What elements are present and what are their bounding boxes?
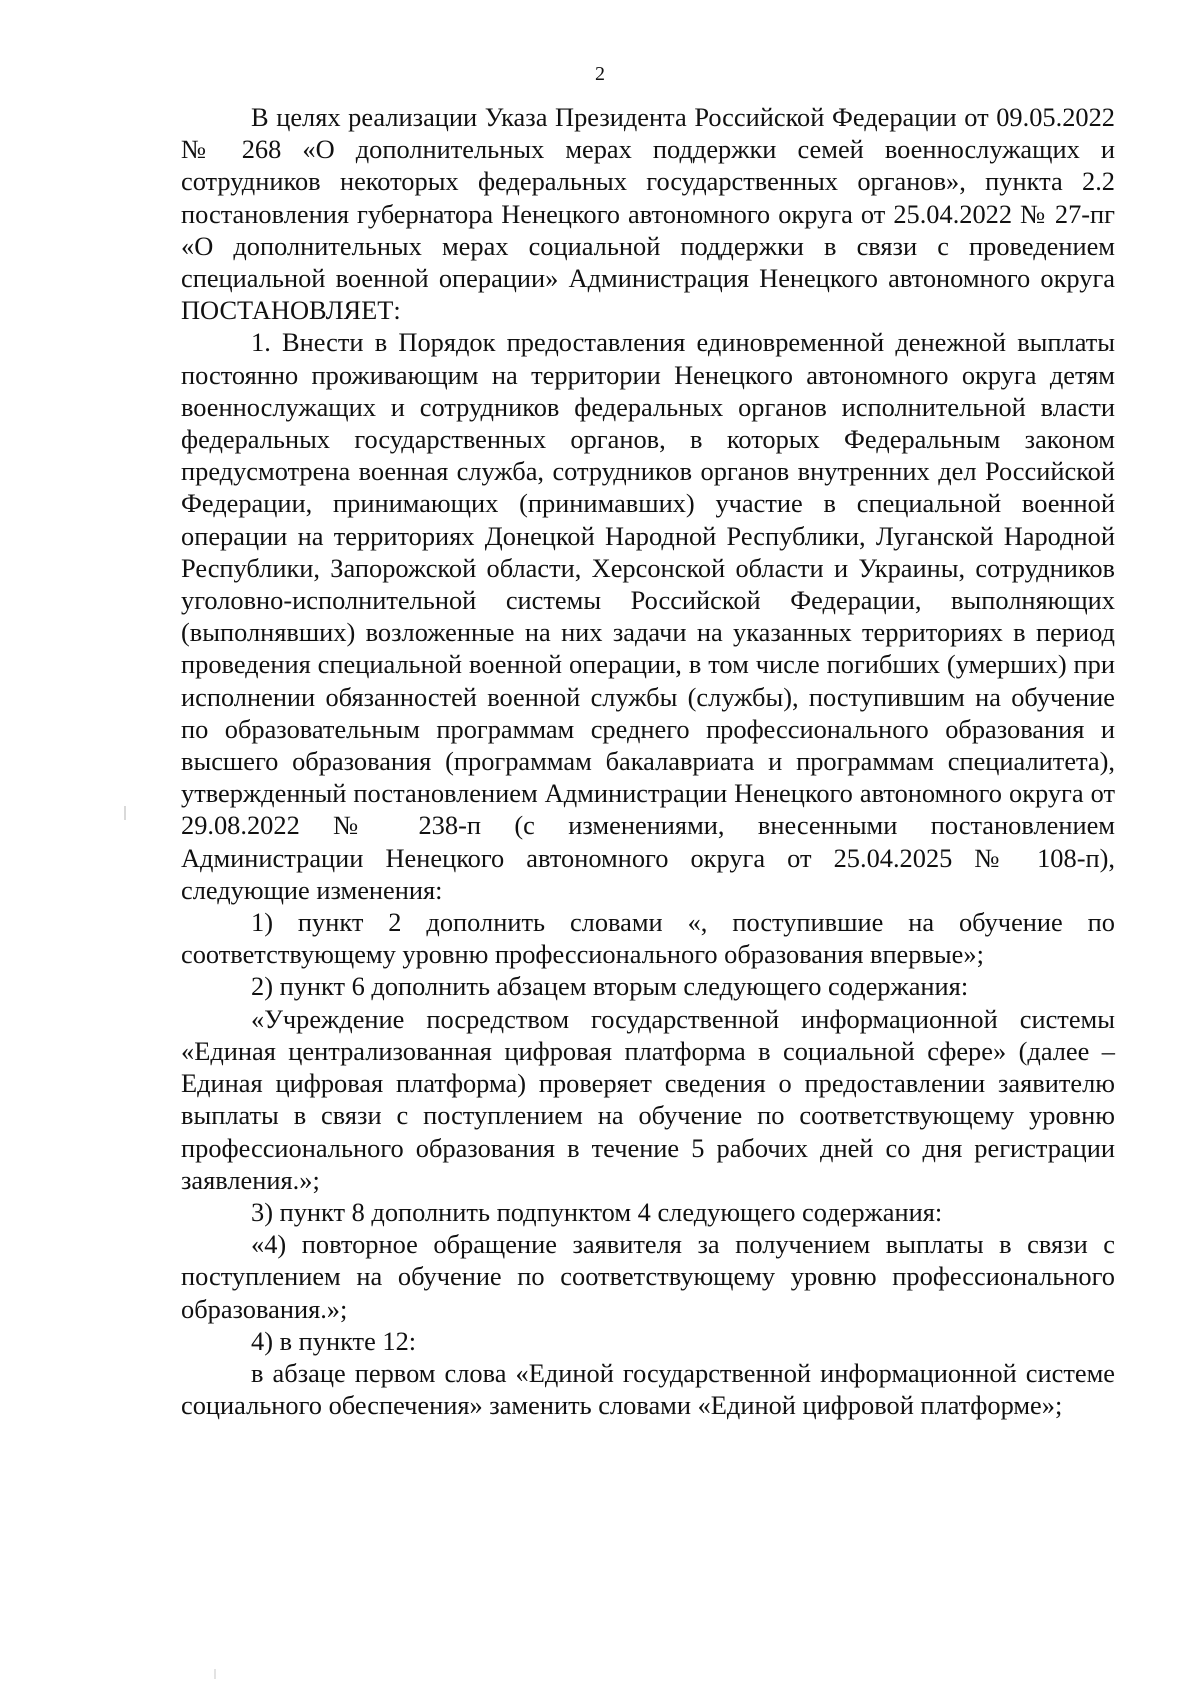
scan-artifact <box>214 1669 216 1679</box>
subclause-2-quote-paragraph: «Учреждение посредством государственной информационной системы «Единая централизованная цифровая платформа в социальной сфере» (далее – Единая цифровая платформа) проверяет сведения о предоставлении заявителю выплаты в связи с поступлением на обучение по соответствующему уровню профессионального образования в течение 5 рабочих дней со дня регистрации заявления.»; <box>181 1003 1115 1195</box>
subclause-2-paragraph: 2) пункт 6 дополнить абзацем вторым следующего содержания: <box>251 971 969 1002</box>
clause-1-paragraph: 1. Внести в Порядок предоставления единовременной денежной выплаты постоянно проживающим на территории Ненецкого автономного округа детям военнослужащих и сотрудников федеральных органов исполнительной власти федеральных государственных органов, в которых Федеральным законом предусмотрена военная служба, сотрудников органов внутренних дел Российской Федерации, принимающих (принимавших) участие в специальной военной операции на территориях Донецкой Народной Республики, Луганской Народной Республики, Запорожской области, Херсонской области и Украины, сотрудников уголовно-исполнительной системы Российской Федерации, выполняющих (выполнявших) возложенные на них задачи на указанных территориях в период проведения специальной военной операции, в том числе погибших (умерших) при исполнении обязанностей военной службы (службы), поступившим на обучение по образовательным программам среднего профессионального образования и высшего образования (программам бакалавриата и программам специалитета), утвержденный постановлением Администрации Ненецкого автономного округа от 29.08.2022 № 238-п (с изменениями, внесенными постановлением Администрации Ненецкого автономного округа от 25.04.2025 № 108-п), следующие изменения: <box>181 327 1115 905</box>
subclause-3-quote-paragraph: «4) повторное обращение заявителя за получением выплаты в связи с поступлением на обучение по соответствующему уровню профессионального образования.»; <box>181 1229 1115 1324</box>
subclause-4-detail-paragraph: в абзаце первом слова «Единой государственной информационной системе социального обеспечения» заменить словами «Единой цифровой платформе»; <box>181 1357 1115 1421</box>
preamble-paragraph: В целях реализации Указа Президента Российской Федерации от 09.05.2022 № 268 «О дополнительных мерах поддержки семей военнослужащих и сотрудников некоторых федеральных государственных органов», пункта 2.2 постановления губернатора Ненецкого автономного округа от 25.04.2022 № 27-пг «О дополнительных мерах социальной поддержки в связи с проведением специальной военной операции» Администрация Ненецкого автономного округа ПОСТАНОВЛЯЕТ: <box>181 102 1115 326</box>
subclause-4-paragraph: 4) в пункте 12: <box>251 1325 417 1356</box>
document-body <box>181 101 1115 1421</box>
scan-artifact <box>124 806 126 820</box>
subclause-1-paragraph: 1) пункт 2 дополнить словами «, поступившие на обучение по соответствующему уровню профессионального образования впервые»; <box>181 907 1115 970</box>
subclause-3-paragraph: 3) пункт 8 дополнить подпунктом 4 следующего содержания: <box>251 1196 943 1227</box>
page-number: 2 <box>595 63 605 85</box>
